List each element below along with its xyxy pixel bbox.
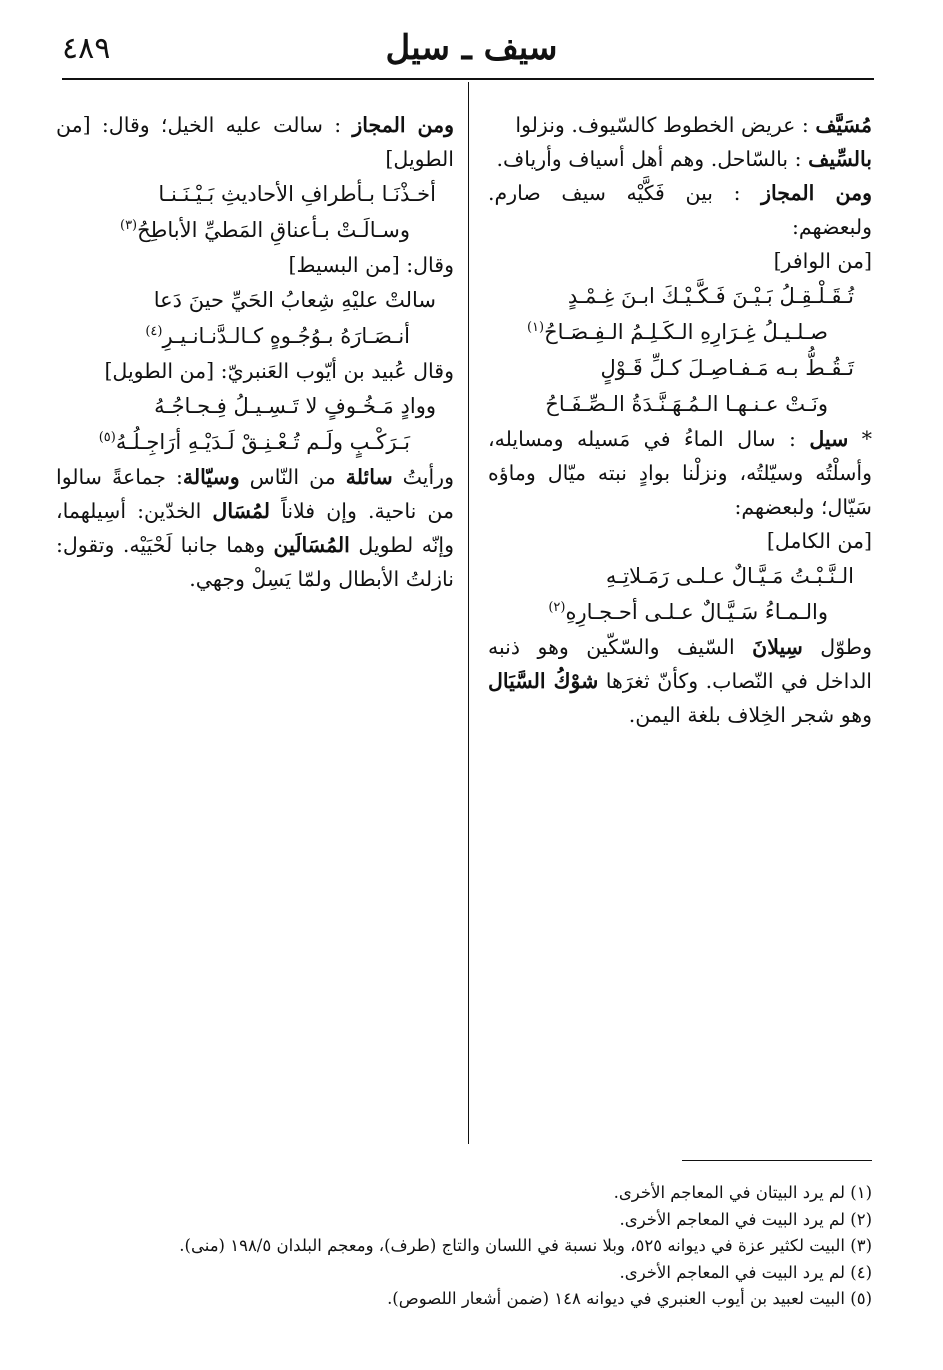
- entry-sayl: [488, 422, 872, 524]
- entry-ubayd: [56, 354, 454, 388]
- entry-majaz: [488, 176, 872, 244]
- entry-text: وقال عُبيد بن أيّوب العَنبريّ:: [220, 359, 454, 383]
- headword: سِيلانَ: [752, 635, 803, 659]
- headword: لمُسَال: [212, 499, 270, 523]
- footnote-rule: [682, 1160, 872, 1161]
- verse-line: [56, 424, 454, 460]
- headword: المُسَالَين: [273, 533, 350, 557]
- meter-label: [من الوافر]: [773, 249, 872, 273]
- footnote: (٢) لم يرد البيت في المعاجم الأخرى.: [619, 1209, 872, 1229]
- verse-text: أنـصَـارَهُ بـوُجُـوهٍ كـالـدَّنـانـيـرِ: [162, 324, 410, 348]
- entry-text: وقال:: [406, 253, 454, 277]
- entry-text: : بين فَكَّيْه سيف صارم. ولبعضهم:: [488, 181, 872, 239]
- entry-text: وطوّل: [802, 635, 873, 659]
- entry-text: : سالت عليه الخيل؛ وقال:: [101, 113, 342, 137]
- footnote-marker: (٤): [145, 324, 163, 339]
- footnote-marker: (١): [526, 320, 545, 335]
- footnote-marker: (٢): [548, 600, 566, 615]
- entry-text: ورأيتُ: [392, 465, 454, 489]
- footnotes: [100, 1180, 872, 1313]
- meter-label: [من الطويل]: [104, 359, 215, 383]
- entry-musayyaf: [488, 108, 872, 142]
- verse-line: [56, 212, 454, 248]
- meter-label: [من الكامل]: [766, 529, 872, 553]
- entry-bissif: [488, 142, 872, 176]
- entry-text: وهما جانبا لَحْيَيْه. وتقول: نازلتُ الأبطال ولمّا يَسِلْ وجهي.: [56, 533, 454, 591]
- headword: وسيّالة: [182, 465, 240, 489]
- verse-line: [488, 594, 872, 630]
- verse-line: [488, 314, 872, 350]
- footnote: (١) لم يرد البيتان في المعاجم الأخرى.: [613, 1183, 872, 1202]
- entry-text: : سال الماءُ في مَسيله ومسايله، وأسلْتُه وسيّلتُه، ونزلْنا بوادٍ نبته ميّال وماؤه سَيّال؛ ولبعضهم:: [488, 427, 872, 519]
- entry-text: : جماعةً سالوا من ناحية. وإن فلاناً: [56, 465, 454, 523]
- entry-text: : عريض الخطوط كالسّيوف. ونزلوا: [515, 113, 809, 137]
- page-title: سيف ـ سيل: [385, 28, 558, 68]
- verse-text: بَـرَكْـبٍ ولَـم تُـعْـنِـقْ لَـدَيْـهِ أرَاجِـلُـهُ: [115, 430, 410, 454]
- header-rule: [62, 78, 874, 80]
- page-number: ٤٨٩: [62, 31, 111, 66]
- verse-line: أخـذْنَـا بـأطرافِ الأحاديثِ بَـيْـنَـنـا: [158, 182, 436, 206]
- verse-text: والـمـاءُ سَـيَّـالٌ عـلـى أحـجـارِهِ: [565, 600, 828, 624]
- verse-line: [56, 318, 454, 354]
- entry-text: السّيف والسّكّين وهو ذنبه الداخل في النّصاب. وكأنّ ثغرَها: [488, 635, 873, 693]
- star-marker: *: [861, 427, 872, 451]
- headword: ومن المجاز: [352, 113, 454, 137]
- footnote-marker: (٥): [98, 430, 116, 445]
- column-divider: [468, 82, 469, 1144]
- entry-saila: [56, 460, 454, 596]
- footnote-marker: (٣): [119, 218, 138, 233]
- verse-line: تُـقَـلْـقِـلُ بَـيْـنَ فَـكَّـيْـكَ ابـنَ غِـمْـدٍ: [567, 284, 854, 308]
- headword: شوْكُ السَّيَال: [488, 669, 599, 693]
- footnote: (٣) البيت لكثير عزة في ديوانه ٥٢٥، وبلا نسبة في اللسان والتاج (طرف)، ومعجم البلدان ١٩٨/٥ (منى).: [179, 1236, 872, 1255]
- verse-line: تَـقُـطُّ بـه مَـفـاصِـلَ كـلِّ قَـوْلٍ: [600, 356, 854, 380]
- verse-text: وسـالَـتْ بـأعناقِ المَطيِّ الأباطِحُ: [137, 218, 410, 242]
- footnote: (٥) البيت لعبيد بن أيوب العنبري في ديوانه ١٤٨ (ضمن أشعار اللصوص).: [387, 1289, 872, 1308]
- entry-sailan: [488, 630, 872, 732]
- entry-text: من النّاس: [239, 465, 346, 489]
- entry-text: : بالسّاحل. وهم أهل أسياف وأرياف.: [496, 147, 802, 171]
- right-column: [488, 108, 872, 732]
- verse-text: صـلـيـلُ غِـرَارِهِ الـكَـلِـمُ الـفِـصَـاحُ: [544, 320, 828, 344]
- headword: مُسَيَّف: [815, 113, 872, 137]
- entry-qala: [56, 248, 454, 282]
- verse-line: الـنَّـبْـتُ مَـيَّـالٌ عـلـى رَمَـلاتِـهِ: [605, 564, 854, 588]
- entry-text: الخدّين: أسِيلهما، وإنّه لطويل: [56, 499, 454, 557]
- footnote: (٤) لم يرد البيت في المعاجم الأخرى.: [619, 1262, 872, 1282]
- headword: سيل: [809, 427, 849, 451]
- entry-majaz-sal: [56, 108, 454, 176]
- headword: سائلة: [345, 465, 393, 489]
- left-column: [56, 108, 454, 596]
- meter-label: [من البسيط]: [288, 253, 400, 277]
- verse-line: سالتْ عليْهِ شِعابُ الحَيِّ حينَ دَعا: [153, 288, 436, 312]
- verse-line: ونَـتْ عـنـهـا الـمُـهَـنَّـدَةُ الـصِّـفَـاحُ: [545, 392, 828, 416]
- meter-label: [من الطويل]: [56, 113, 454, 171]
- entry-text: وهو شجر الخِلاف بلغة اليمن.: [628, 703, 872, 727]
- verse-line: ووادٍ مَـخُـوفٍ لا تَـسِـيـلُ فِـجـاجُـهُ: [154, 394, 436, 418]
- headword: بالسِّيف: [808, 147, 872, 171]
- headword: ومن المجاز: [761, 181, 872, 205]
